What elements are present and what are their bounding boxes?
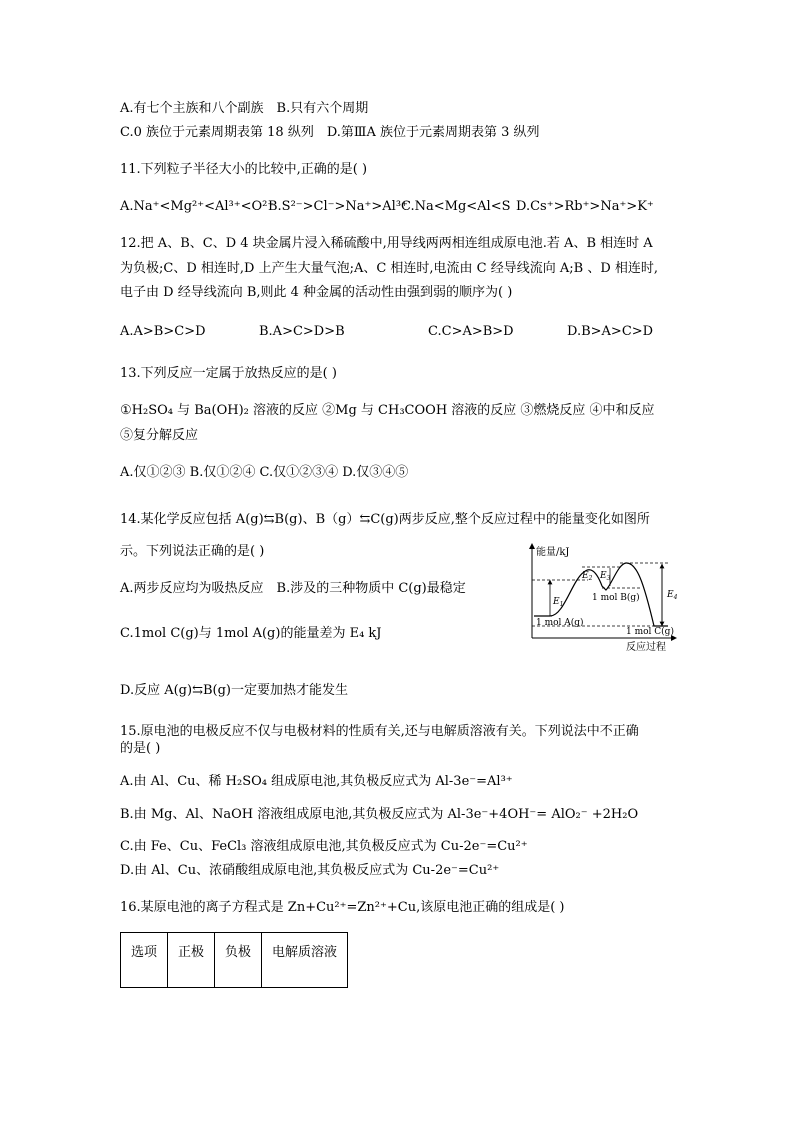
q11-option-b: B.S²⁻>Cl⁻>Na⁺>Al³⁺ — [268, 199, 408, 214]
q15-option-d: D.由 Al、Cu、浓硝酸组成原电池,其负极反应式为 Cu-2e⁻=Cu²⁺ — [120, 863, 500, 878]
q13-items-line2: ⑤复分解反应 — [120, 428, 199, 443]
svg-text:E2: $E_2$ — [582, 571, 593, 582]
x-axis-label: 反应过程 — [626, 642, 666, 653]
energy-diagram — [522, 542, 682, 654]
q14-stem-line2: 示。下列说法正确的是( ) — [120, 544, 265, 559]
q14-option-d: D.反应 A(g)⇆B(g)一定要加热才能发生 — [120, 683, 348, 698]
label-c: 1 mol C(g) — [626, 627, 674, 637]
label-a: 1 mol A(g) — [536, 618, 584, 628]
svg-text:E1: $E_1$ — [553, 597, 564, 608]
q12-stem-line3: 电子由 D 经导线流向 B,则此 4 种金属的活动性由强到弱的顺序为( ) — [120, 285, 513, 300]
q14-stem-line1: 14.某化学反应包括 A(g)⇆B(g)、B（g）⇆C(g)两步反应,整个反应过程中的能量变化如图所 — [120, 512, 650, 527]
svg-text:E3: $E_3$ — [600, 571, 611, 582]
q15-stem-line1: 15.原电池的电极反应不仅与电极材料的性质有关,还与电解质溶液有关。下列说法中不正确 — [120, 724, 639, 739]
q10-options-cd: C.0 族位于元素周期表第 18 纵列 D.第ⅢA 族位于元素周期表第 3 纵列 — [120, 125, 540, 140]
q11-stem: 11.下列粒子半径大小的比较中,正确的是( ) — [120, 162, 368, 177]
q12-option-b: B.A>C>D>B — [259, 324, 345, 339]
q14-option-c: C.1mol C(g)与 1mol A(g)的能量差为 E₄ kJ — [120, 626, 382, 641]
q13-stem: 13.下列反应一定属于放热反应的是( ) — [120, 366, 337, 381]
header-option: 选项 — [121, 933, 168, 988]
q15-option-a: A.由 Al、Cu、稀 H₂SO₄ 组成原电池,其负极反应式为 Al-3e⁻=Al³⁺ — [120, 774, 513, 789]
q12-option-d: D.B>A>C>D — [567, 324, 654, 339]
svg-text:E4: $E_4$ — [667, 590, 678, 601]
q12-stem-line2: 为负极;C、D 相连时,D 上产生大量气泡;A、C 相连时,电流由 C 经导线流向 A;B 、D 相连时, — [120, 261, 659, 276]
q15-option-c: C.由 Fe、Cu、FeCl₃ 溶液组成原电池,其负极反应式为 Cu-2e⁻=Cu²⁺ — [120, 839, 528, 854]
q11-option-c: C.Na<Mg<Al<S — [401, 199, 511, 214]
q15-stem-line2: 的是( ) — [120, 741, 161, 756]
q16-table — [120, 932, 348, 988]
q12-stem-line1: 12.把 A、B、C、D 4 块金属片浸入稀硫酸中,用导线两两相连组成原电池.若 A、B 相连时 A — [120, 236, 653, 251]
y-axis-label: 能量/kJ — [536, 547, 570, 558]
q16-stem: 16.某原电池的离子方程式是 Zn+Cu²⁺=Zn²⁺+Cu,该原电池正确的组成是( ) — [120, 900, 565, 915]
header-negative: 负极 — [215, 933, 262, 988]
label-b: 1 mol B(g) — [592, 593, 640, 603]
q11-option-d: D.Cs⁺>Rb⁺>Na⁺>K⁺ — [516, 199, 654, 214]
q12-option-c: C.C>A>B>D — [428, 324, 514, 339]
q11-option-a: A.Na⁺<Mg²⁺<Al³⁺<O²⁻ — [120, 199, 275, 214]
q13-options: A.仅①②③ B.仅①②④ C.仅①②③④ D.仅③④⑤ — [120, 465, 409, 480]
q13-items-line1: ①H₂SO₄ 与 Ba(OH)₂ 溶液的反应 ②Mg 与 CH₃COOH 溶液的反应 ③燃烧反应 ④中和反应 — [120, 403, 655, 418]
q14-options-ab: A.两步反应均为吸热反应 B.涉及的三种物质中 C(g)最稳定 — [120, 581, 466, 596]
q12-option-a: A.A>B>C>D — [120, 324, 206, 339]
header-electrolyte: 电解质溶液 — [262, 933, 348, 988]
q10-options-ab: A.有七个主族和八个副族 B.只有六个周期 — [120, 101, 369, 116]
header-positive: 正极 — [168, 933, 215, 988]
table-header-row — [121, 933, 348, 988]
q15-option-b: B.由 Mg、Al、NaOH 溶液组成原电池,其负极反应式为 Al-3e⁻+4OH⁻= AlO₂⁻ +2H₂O — [120, 807, 639, 822]
